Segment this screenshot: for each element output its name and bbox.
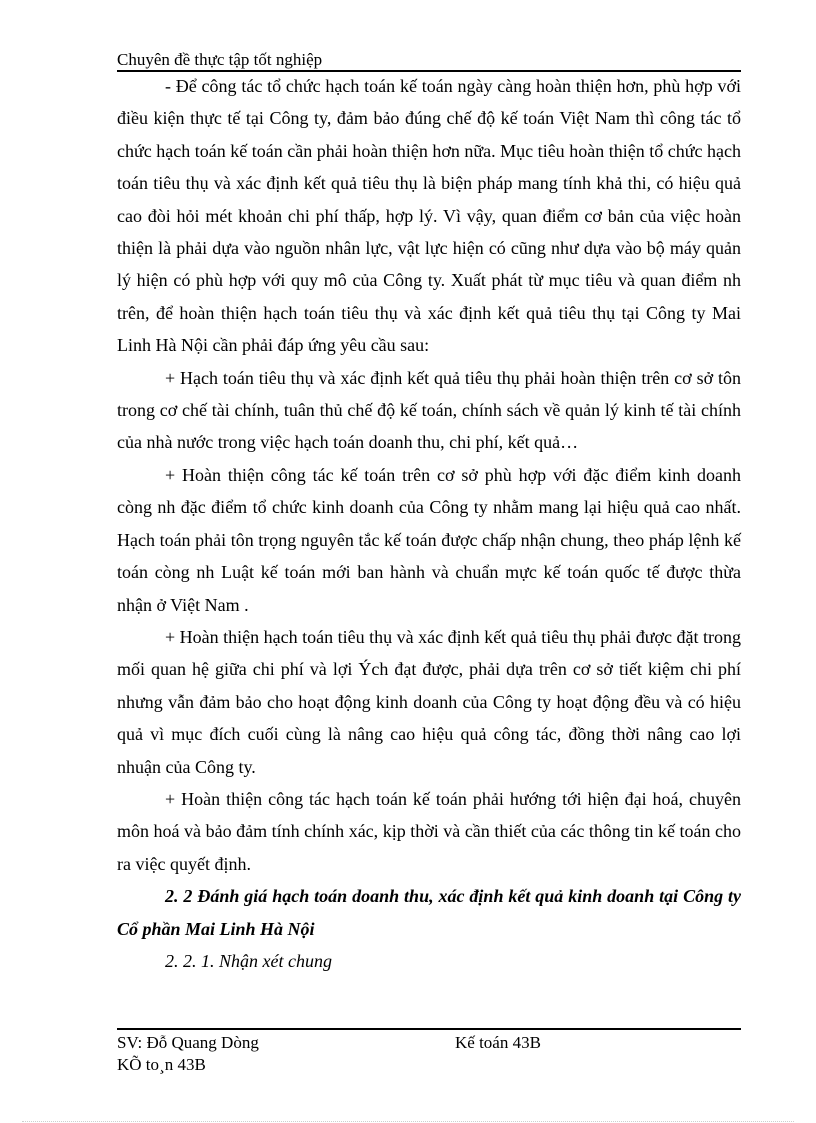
paragraph-intro: - Để công tác tổ chức hạch toán kế toán ngày càng hoàn thiện hơn, phù hợp với điều kiện thực tế tại Công ty, đảm bảo đúng chế độ kế toán Việt Nam thì công tác tổ chức hạch toán kế toán cần phải hoàn thiện hơn nữa. Mục tiêu hoàn thiện tổ chức hạch toán tiêu thụ và xác định kết quả tiêu thụ là biện pháp mang tính khả thi, có hiệu quả cao đòi hỏi mét khoản chi phí thấp, hợp lý. Vì vậy, quan điểm cơ bản của việc hoàn thiện là phải dựa vào nguồn nhân lực, vật lực hiện có cũng như dựa vào bộ máy quản lý hiện có phù hợp với quy mô của Công ty. Xuất phát từ mục tiêu và quan điểm nh trên, để hoàn thiện hạch toán tiêu thụ và xác định kết quả tiêu thụ tại Công ty Mai Linh Hà Nội cần phải đáp ứng yêu cầu sau:: [117, 76, 741, 356]
footer-divider: [117, 1028, 741, 1030]
subsection-heading: 2. 2. 1. Nhận xét chung: [165, 950, 332, 971]
header-title: Chuyên đề thực tập tốt nghiệp: [117, 50, 323, 69]
paragraph-requirement-2: + Hoàn thiện công tác kế toán trên cơ sở phù hợp với đặc điểm kinh doanh còng nh đặc điểm tổ chức kinh doanh của Công ty nhằm mang lại hiệu quả cao nhất. Hạch toán phải tôn trọng nguyên tắc kế toán được chấp nhận chung, theo pháp lệnh kế toán còng nh Luật kế toán mới ban hành và chuẩn mực kế toán quốc tế được thừa nhận ở Việt Nam .: [117, 464, 741, 615]
section-heading: 2. 2 Đánh giá hạch toán doanh thu, xác định kết quả kinh doanh tại Công ty Cổ phần Mai Linh Hà Nội: [117, 886, 741, 939]
paragraph-requirement-4: + Hoàn thiện công tác hạch toán kế toán phải hướng tới hiện đại hoá, chuyên môn hoá và bảo đảm tính chính xác, kịp thời và cần thiết của các thông tin kế toán cho ra việc quyết định.: [117, 788, 741, 874]
paragraph-requirement-3: + Hoàn thiện hạch toán tiêu thụ và xác định kết quả tiêu thụ phải được đặt trong mối quan hệ giữa chi phí và lợi Ých đạt được, phải dựa trên cơ sở tiết kiệm chi phí nhưng vẫn đảm bảo cho hoạt động kinh doanh của Công ty hoạt động đều và có hiệu quả vì mục đích cuối cùng là nâng cao hiệu quả công tác, đồng thời nâng cao lợi nhuận của Công ty.: [117, 626, 741, 777]
document-body: [117, 70, 741, 977]
paragraph-requirement-1: + Hạch toán tiêu thụ và xác định kết quả tiêu thụ phải hoàn thiện trên cơ sở tôn trong cơ chế tài chính, tuân thủ chế độ kế toán, chính sách về quản lý kinh tế tài chính của nhà nước trong việc hạch toán doanh thu, chi phí, kết quả…: [117, 367, 741, 453]
footer-department: Kế toán 43B: [455, 1033, 541, 1052]
footer-student: SV: Đỗ Quang Dòng: [117, 1033, 259, 1052]
footer-class: KÕ to¸n 43B: [117, 1055, 206, 1074]
page-bottom-edge: [22, 1121, 794, 1122]
